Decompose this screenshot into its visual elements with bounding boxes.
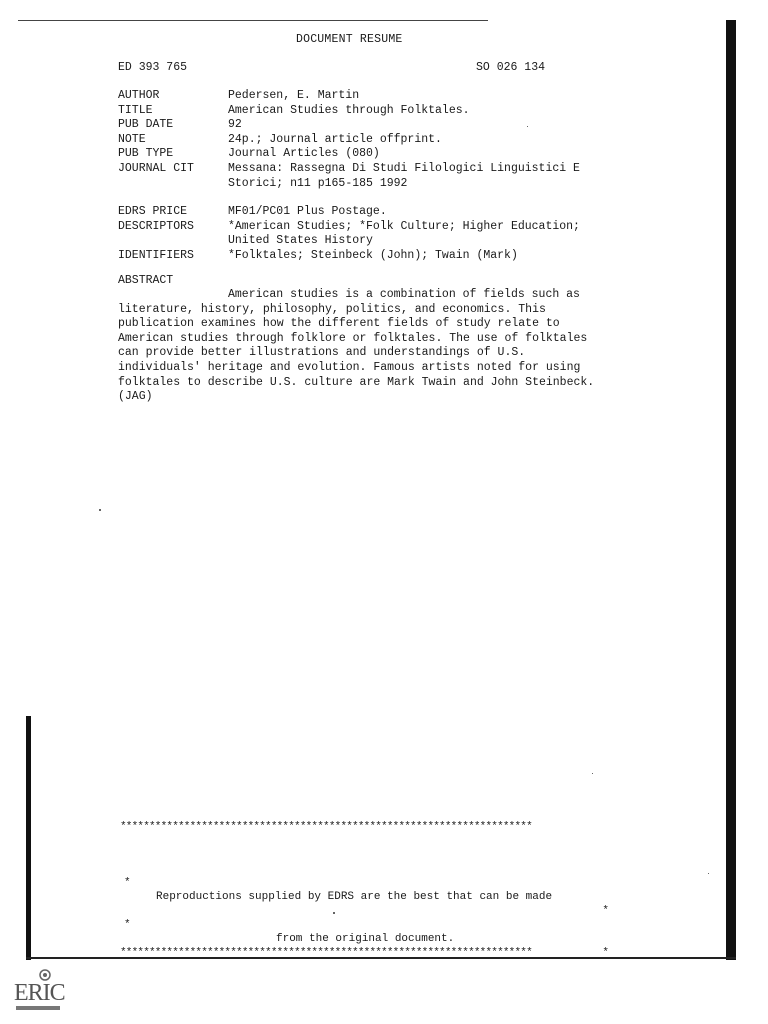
field-value: 92 [228, 118, 242, 132]
field-label: PUB TYPE [118, 147, 174, 161]
group-spacer [118, 191, 598, 205]
field-label: JOURNAL CIT [118, 161, 194, 175]
field-row-author [118, 89, 598, 104]
field-label: TITLE [118, 103, 153, 117]
scan-speck [333, 912, 335, 914]
so-number: SO 026 134 [476, 61, 546, 74]
scan-right-border [726, 20, 736, 960]
notice-row-1 [120, 862, 615, 917]
field-label: EDRS PRICE [118, 205, 188, 219]
field-row-note [118, 133, 598, 148]
field-value: *American Studies; *Folk Culture; Higher Education; United States History [228, 219, 580, 248]
field-row-journal-cit [118, 162, 598, 191]
field-label: AUTHOR [118, 89, 160, 102]
field-value: American Studies through Folktales. [228, 103, 470, 117]
abstract-label: ABSTRACT [118, 274, 174, 287]
field-value: 24p.; Journal article offprint. [228, 132, 442, 146]
field-row-edrs-price [118, 205, 598, 220]
ed-number: ED 393 765 [118, 61, 188, 74]
metadata-fields [118, 89, 598, 264]
eric-logo-text: ERIC [14, 980, 65, 1006]
field-label: DESCRIPTORS [118, 219, 194, 233]
field-value: Pedersen, E. Martin [228, 89, 360, 102]
field-value: *Folktales; Steinbeck (John); Twain (Mark) [228, 248, 518, 262]
field-row-pub-date [118, 118, 598, 133]
field-row-title [118, 104, 598, 119]
eric-logo-strip [16, 1006, 60, 1010]
reproduction-notice [120, 792, 615, 974]
notice-line-2: from the original document. [276, 933, 455, 945]
scan-speck [99, 509, 101, 511]
star-left: * [124, 919, 131, 931]
abstract-text: American studies is a combination of fields such as literature, history, philosophy, politics, and economics. This publication examines how the different fields of study relate to American studies through folklore or folktales. The use of folktales can provide better illustrations and understandings of U.S. individuals' heritage and evolution. Famous artists noted for using folktales to describe U.S. culture are Mark Twain and John Steinbeck. (JAG) [118, 288, 595, 404]
scan-speck [527, 126, 528, 127]
scan-speck [708, 873, 709, 874]
stars-border-bottom: *********************************************************************** [120, 947, 532, 959]
scan-left-border [26, 716, 31, 960]
star-right: * [602, 905, 609, 917]
field-label: PUB DATE [118, 118, 174, 132]
notice-line-1: Reproductions supplied by EDRS are the best that can be made [156, 891, 553, 903]
field-label: NOTE [118, 132, 146, 146]
eric-logo [14, 968, 64, 1012]
field-value: Journal Articles (080) [228, 147, 380, 161]
star-right: * [602, 947, 609, 959]
field-label: IDENTIFIERS [118, 248, 194, 262]
notice-row-2 [120, 904, 615, 959]
field-row-pub-type [118, 147, 598, 162]
document-title: DOCUMENT RESUME [296, 33, 403, 46]
field-row-descriptors [118, 220, 598, 249]
stars-border-top: *********************************************************************** [120, 821, 532, 833]
field-value: MF01/PC01 Plus Postage. [228, 205, 387, 219]
field-value: Messana: Rassegna Di Studi Filologici Linguistici E Storici; n11 p165-185 1992 [228, 161, 580, 190]
scan-edge-line [18, 20, 488, 21]
star-left: * [124, 877, 131, 889]
scan-speck [592, 773, 593, 774]
field-row-identifiers [118, 249, 598, 264]
